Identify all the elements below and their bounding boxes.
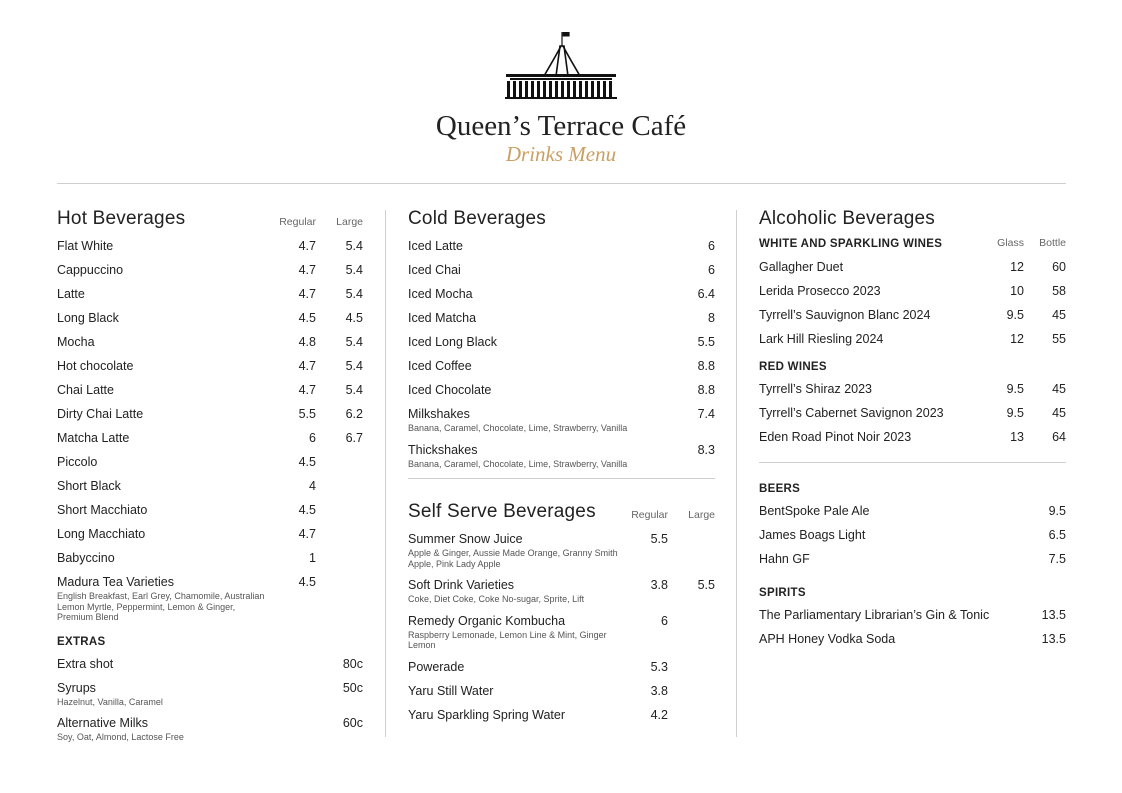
item-text [57,263,266,278]
header-divider [57,183,1066,184]
item-text [57,359,266,374]
beers-title: BEERS [759,483,801,495]
price-price: 50c [342,680,363,695]
item-text [57,657,313,672]
item-name: Milkshakes [408,407,470,421]
self-serve-list [408,532,715,723]
price-price: 8.3 [697,442,715,457]
item-text [57,311,266,326]
item-text [57,407,266,422]
large-price: 5.4 [345,335,363,349]
item-description: English Breakfast, Earl Grey, Chamomile, Australian Lemon Myrtle, Peppermint, Lemon & Ginger, Premium Blend [57,591,265,622]
large-price: 6.2 [345,407,363,421]
large-price: 5.4 [345,359,363,373]
price-price: 8.8 [697,383,715,397]
regular-price: 4 [309,479,316,493]
item-name: Iced Latte [408,239,463,253]
self-serve-row [408,614,715,651]
item-name: Gallagher Duet [759,260,844,274]
column-divider-right [736,210,737,737]
item-name: Eden Road Pinot Noir 2023 [759,430,912,444]
white-wine-row [759,284,1066,299]
item-text [408,311,655,326]
cold-beverages-column [408,204,715,723]
regular-price: 5.3 [650,659,668,674]
bottle-column-label: Bottle [1039,237,1066,249]
regular-price: 5.5 [650,532,668,546]
item-text [759,260,985,275]
white-wine-row [759,308,1066,323]
regular-price: 3.8 [650,683,668,698]
item-name: APH Honey Vodka Soda [759,632,896,646]
item-text [759,608,1006,623]
large-price: 5.4 [345,287,363,301]
item-name: Hot chocolate [57,359,134,373]
cold-beverage-row [408,287,715,302]
price-price: 80c [342,656,363,671]
hot-beverages-column [57,204,363,743]
beer-row [759,528,1066,543]
item-text [408,407,655,434]
price-price: 13.5 [1041,632,1066,646]
item-text [408,239,655,254]
glass-price: 9.5 [1006,382,1024,396]
item-text [57,479,266,494]
alcoholic-beverages-title: Alcoholic Beverages [759,208,935,229]
cafe-name: Queen’s Terrace Café [435,110,687,142]
hot-beverage-row [57,287,363,302]
cold-beverages-list [408,239,715,469]
price-price: 60c [342,716,363,730]
large-price: 5.5 [697,578,715,592]
item-text [408,335,655,350]
item-text [759,552,1006,567]
item-text [408,684,618,699]
spirits-list [759,608,1066,647]
item-text [408,660,618,675]
item-name: Iced Chocolate [408,383,492,397]
item-text [57,455,266,470]
hot-beverage-row [57,263,363,278]
price-price: 7.5 [1048,552,1066,566]
item-name: Lark Hill Riesling 2024 [759,332,884,346]
self-serve-title: Self Serve Beverages [408,501,596,522]
extra-row [57,716,363,743]
item-text [408,708,618,723]
item-name: Soft Drink Varieties [408,578,515,592]
item-name: Long Black [57,311,119,325]
cold-beverages-title: Cold Beverages [408,208,546,229]
self-serve-row [408,708,715,723]
cold-beverages-header [408,204,715,230]
item-name: Matcha Latte [57,431,130,445]
spirit-row [759,608,1066,623]
item-name: Short Macchiato [57,503,148,517]
hot-beverage-row [57,407,363,422]
item-name: Iced Chai [408,263,461,277]
regular-price: 4.5 [298,455,316,469]
cold-beverage-row [408,335,715,350]
bottle-price: 55 [1052,332,1066,346]
red-wines-list [759,382,1066,445]
cold-beverage-row [408,239,715,254]
hot-beverage-row [57,503,363,518]
large-column-label: Large [336,216,363,228]
hot-beverage-row [57,455,363,470]
glass-price: 12 [1010,260,1024,274]
large-price: 5.4 [345,239,363,253]
hot-beverages-list [57,239,363,623]
bottle-price: 45 [1052,406,1066,420]
hot-beverage-row [57,335,363,350]
hot-beverage-row [57,359,363,374]
beer-row [759,504,1066,519]
item-text [57,575,266,623]
item-text [57,383,266,398]
item-description: Raspberry Lemonade, Lemon Line & Mint, Ginger Lemon [408,629,607,650]
item-name: Madura Tea Varieties [57,575,174,589]
self-serve-row [408,660,715,675]
item-name: James Boags Light [759,528,866,542]
hot-beverage-row [57,431,363,446]
price-price: 5.5 [697,335,715,349]
glass-price: 9.5 [1006,308,1024,322]
red-wine-row [759,430,1066,445]
glass-price: 13 [1010,430,1024,444]
glass-price: 10 [1010,284,1024,298]
item-text [57,503,266,518]
item-text [759,632,1006,647]
item-text [408,443,655,470]
self-serve-header [408,497,715,523]
item-description: Soy, Oat, Almond, Lactose Free [57,732,184,742]
glass-price: 9.5 [1006,406,1024,420]
white-wines-title: WHITE AND SPARKLING WINES [759,238,943,250]
item-text [57,287,266,302]
cold-section-divider [408,478,715,479]
item-name: Short Black [57,479,121,493]
price-price: 6 [708,263,715,277]
item-name: Remedy Organic Kombucha [408,613,566,628]
item-text [759,406,985,421]
extra-row [57,657,363,672]
item-name: Alternative Milks [57,716,148,730]
item-name: Iced Coffee [408,359,472,373]
parliament-house-logo-icon [504,30,618,100]
item-name: Mocha [57,335,95,349]
item-name: Iced Mocha [408,287,473,301]
hot-beverage-row [57,383,363,398]
extras-header [57,636,363,648]
item-name: Tyrrell’s Cabernet Savignon 2023 [759,406,944,420]
extra-row [57,681,363,708]
item-name: Cappuccino [57,263,124,277]
red-wines-header [759,361,1066,373]
cold-beverage-row [408,359,715,374]
price-price: 6.5 [1048,528,1066,542]
spirits-header [759,587,1066,599]
item-text [408,532,618,569]
item-name: Long Macchiato [57,527,146,541]
regular-price: 5.5 [298,407,316,421]
alcoholic-beverages-header [759,204,1066,230]
alcoholic-beverages-column [759,204,1066,647]
red-wines-title: RED WINES [759,361,827,373]
white-wines-list [759,260,1066,347]
item-name: Chai Latte [57,383,114,397]
regular-price: 4.7 [298,527,316,541]
item-text [408,578,618,605]
item-name: Babyccino [57,551,115,565]
hot-beverage-row [57,479,363,494]
item-name: Tyrrell’s Sauvignon Blanc 2024 [759,308,931,322]
item-name: Hahn GF [759,552,810,566]
regular-price: 4.5 [298,503,316,517]
item-name: Latte [57,287,85,301]
item-text [408,359,655,374]
item-text [57,239,266,254]
price-price: 8 [708,311,715,325]
regular-price: 4.7 [298,263,316,277]
cold-beverage-row [408,263,715,278]
item-description: Apple & Ginger, Aussie Made Orange, Granny Smith Apple, Pink Lady Apple [408,548,618,569]
price-price: 13.5 [1041,608,1066,622]
regular-price: 6 [661,613,668,628]
spirit-row [759,632,1066,647]
glass-price: 12 [1010,332,1024,346]
item-text [408,383,655,398]
bottle-price: 64 [1052,430,1066,444]
item-name: Thickshakes [408,442,478,457]
bottle-price: 60 [1052,260,1066,274]
item-description: Hazelnut, Vanilla, Caramel [57,696,163,707]
item-name: Tyrrell’s Shiraz 2023 [759,382,873,396]
large-price: 4.5 [345,311,363,325]
price-price: 9.5 [1048,504,1066,518]
bottle-price: 58 [1052,284,1066,298]
item-text [408,287,655,302]
item-name: Dirty Chai Latte [57,407,144,421]
item-name: Flat White [57,239,114,253]
item-name: Yaru Sparkling Spring Water [408,707,566,722]
cold-beverage-row [408,407,715,434]
item-text [57,335,266,350]
self-serve-large-label: Large [688,509,715,521]
item-name: Iced Matcha [408,311,477,325]
item-text [759,382,985,397]
regular-price: 4.7 [298,383,316,397]
regular-price: 4.7 [298,239,316,253]
item-name: Summer Snow Juice [408,532,523,546]
price-price: 6.4 [697,287,715,301]
regular-price: 1 [309,551,316,565]
white-wine-row [759,332,1066,347]
hot-beverage-row [57,551,363,566]
item-text [759,430,985,445]
large-price: 5.4 [345,263,363,277]
item-text [408,263,655,278]
price-price: 7.4 [697,407,715,421]
red-wine-row [759,406,1066,421]
hot-beverage-row [57,527,363,542]
item-name: Powerade [408,659,465,674]
regular-price: 4.7 [298,359,316,373]
beers-header [759,483,1066,495]
item-text [759,308,985,323]
cold-beverage-row [408,311,715,326]
cold-beverage-row [408,383,715,398]
regular-price: 4.5 [298,311,316,325]
bottle-price: 45 [1052,308,1066,322]
regular-price: 4.5 [298,575,316,589]
hot-beverages-header [57,204,363,230]
cold-beverage-row [408,443,715,470]
white-wine-row [759,260,1066,275]
self-serve-regular-label: Regular [631,509,668,521]
price-price: 6 [708,239,715,253]
regular-column-label: Regular [279,216,316,228]
white-wines-header [759,237,1066,251]
item-name: The Parliamentary Librarian’s Gin & Tonic [759,608,990,622]
self-serve-row [408,532,715,569]
hot-beverage-row [57,575,363,623]
item-text [759,284,985,299]
self-serve-row [408,578,715,605]
menu-subtitle: Drinks Menu [505,142,617,166]
hot-beverage-row [57,311,363,326]
item-text [759,332,985,347]
glass-column-label: Glass [997,237,1024,249]
regular-price: 4.7 [298,287,316,301]
beers-list [759,504,1066,567]
bottle-price: 45 [1052,382,1066,396]
beer-row [759,552,1066,567]
item-text [57,431,266,446]
item-text [57,551,266,566]
menu-header [0,30,1122,166]
large-price: 6.7 [345,431,363,445]
item-name: Iced Long Black [408,335,497,349]
spirits-title: SPIRITS [759,587,806,599]
item-text [759,504,1006,519]
regular-price: 4.8 [298,335,316,349]
price-price: 8.8 [697,359,715,373]
item-description: Coke, Diet Coke, Coke No-sugar, Sprite, Lift [408,594,585,604]
item-text [57,681,313,708]
item-text [759,528,1006,543]
item-text [57,716,313,743]
item-name: Piccolo [57,455,98,469]
item-text [57,527,266,542]
item-description: Banana, Caramel, Chocolate, Lime, Strawberry, Vanilla [408,458,628,469]
hot-beverages-title: Hot Beverages [57,208,186,229]
item-name: Lerida Prosecco 2023 [759,284,881,298]
large-price: 5.4 [345,383,363,397]
hot-beverage-row [57,239,363,254]
extras-list [57,657,363,743]
item-name: BentSpoke Pale Ale [759,504,870,518]
red-wine-row [759,382,1066,397]
item-name: Syrups [57,680,96,695]
self-serve-row [408,684,715,699]
wines-section-divider [759,462,1066,463]
regular-price: 3.8 [650,578,668,592]
extras-title: EXTRAS [57,635,106,648]
item-name: Extra shot [57,656,114,671]
item-name: Yaru Still Water [408,683,494,698]
regular-price: 4.2 [650,707,668,722]
item-description: Banana, Caramel, Chocolate, Lime, Strawberry, Vanilla [408,423,628,433]
item-text [408,614,618,651]
regular-price: 6 [309,431,316,445]
column-divider-left [385,210,386,737]
